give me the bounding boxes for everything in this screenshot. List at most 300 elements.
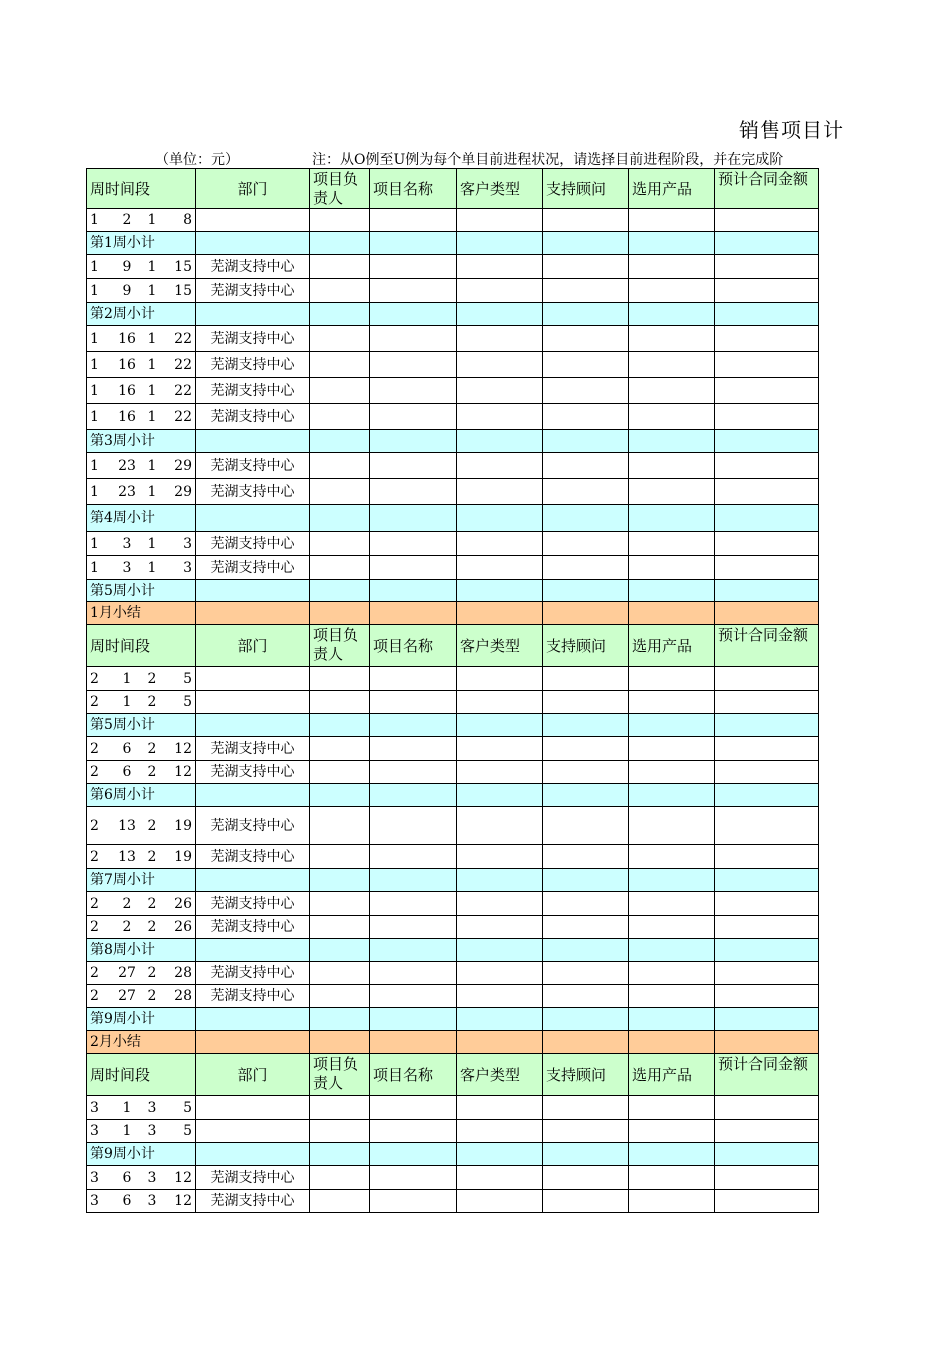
cell-project-name[interactable] xyxy=(370,807,457,845)
cell-department[interactable]: 芜湖支持中心 xyxy=(196,532,310,556)
cell-owner[interactable] xyxy=(310,1120,370,1143)
subtotal-cell[interactable] xyxy=(196,602,310,625)
cell-department[interactable]: 芜湖支持中心 xyxy=(196,255,310,279)
cell-consultant[interactable] xyxy=(543,1166,629,1190)
subtotal-cell[interactable] xyxy=(310,602,370,625)
cell-period[interactable] xyxy=(87,737,196,761)
cell-consultant[interactable] xyxy=(543,916,629,939)
cell-project-name[interactable] xyxy=(370,326,457,352)
cell-project-name[interactable] xyxy=(370,556,457,580)
cell-customer-type[interactable] xyxy=(457,916,543,939)
subtotal-cell[interactable] xyxy=(543,1031,629,1054)
cell-department[interactable]: 芜湖支持中心 xyxy=(196,761,310,784)
subtotal-cell[interactable] xyxy=(715,602,819,625)
cell-contract-amount[interactable] xyxy=(715,1166,819,1190)
subtotal-cell[interactable] xyxy=(370,714,457,737)
subtotal-cell[interactable] xyxy=(543,939,629,962)
cell-contract-amount[interactable] xyxy=(715,1190,819,1213)
cell-product[interactable] xyxy=(629,892,715,916)
cell-owner[interactable] xyxy=(310,1096,370,1120)
cell-contract-amount[interactable] xyxy=(715,737,819,761)
subtotal-cell[interactable] xyxy=(715,580,819,602)
cell-period[interactable] xyxy=(87,1190,196,1213)
subtotal-cell[interactable] xyxy=(196,232,310,255)
subtotal-cell[interactable] xyxy=(543,505,629,532)
cell-department[interactable]: 芜湖支持中心 xyxy=(196,916,310,939)
cell-contract-amount[interactable] xyxy=(715,892,819,916)
cell-period[interactable] xyxy=(87,279,196,303)
subtotal-cell[interactable] xyxy=(715,1008,819,1031)
subtotal-cell[interactable] xyxy=(370,1031,457,1054)
subtotal-cell[interactable] xyxy=(310,1031,370,1054)
weekly-subtotal-row xyxy=(87,430,819,453)
subtotal-cell[interactable] xyxy=(629,784,715,807)
cell-department[interactable] xyxy=(196,209,310,232)
cell-department[interactable]: 芜湖支持中心 xyxy=(196,985,310,1008)
subtotal-cell[interactable] xyxy=(629,232,715,255)
cell-contract-amount[interactable] xyxy=(715,985,819,1008)
cell-department[interactable]: 芜湖支持中心 xyxy=(196,479,310,505)
cell-product[interactable] xyxy=(629,279,715,303)
cell-owner[interactable] xyxy=(310,479,370,505)
cell-contract-amount[interactable] xyxy=(715,845,819,869)
subtotal-cell[interactable] xyxy=(629,1008,715,1031)
cell-department[interactable]: 芜湖支持中心 xyxy=(196,962,310,985)
table-row xyxy=(87,916,819,939)
cell-customer-type[interactable] xyxy=(457,352,543,378)
cell-owner[interactable] xyxy=(310,378,370,404)
cell-period[interactable] xyxy=(87,892,196,916)
cell-contract-amount[interactable] xyxy=(715,667,819,691)
cell-customer-type[interactable] xyxy=(457,691,543,714)
cell-consultant[interactable] xyxy=(543,667,629,691)
cell-contract-amount[interactable] xyxy=(715,556,819,580)
subtotal-cell[interactable] xyxy=(310,939,370,962)
cell-period[interactable] xyxy=(87,916,196,939)
cell-period[interactable] xyxy=(87,761,196,784)
cell-customer-type[interactable] xyxy=(457,667,543,691)
subtotal-cell[interactable] xyxy=(543,869,629,892)
subtotal-cell[interactable] xyxy=(543,1008,629,1031)
subtotal-cell[interactable] xyxy=(457,1143,543,1166)
cell-customer-type[interactable] xyxy=(457,326,543,352)
subtotal-cell[interactable] xyxy=(715,232,819,255)
cell-customer-type[interactable] xyxy=(457,1120,543,1143)
cell-consultant[interactable] xyxy=(543,255,629,279)
cell-project-name[interactable] xyxy=(370,1120,457,1143)
subtotal-cell[interactable] xyxy=(629,505,715,532)
cell-owner[interactable] xyxy=(310,279,370,303)
subtotal-cell[interactable] xyxy=(715,303,819,326)
cell-consultant[interactable] xyxy=(543,985,629,1008)
cell-owner[interactable] xyxy=(310,761,370,784)
cell-customer-type[interactable] xyxy=(457,404,543,430)
cell-department[interactable]: 芜湖支持中心 xyxy=(196,404,310,430)
cell-customer-type[interactable] xyxy=(457,453,543,479)
subtotal-cell[interactable] xyxy=(196,939,310,962)
cell-consultant[interactable] xyxy=(543,352,629,378)
cell-project-name[interactable] xyxy=(370,892,457,916)
cell-department[interactable] xyxy=(196,667,310,691)
subtotal-cell[interactable] xyxy=(715,714,819,737)
cell-period[interactable] xyxy=(87,962,196,985)
cell-owner[interactable] xyxy=(310,962,370,985)
subtotal-cell[interactable] xyxy=(196,1143,310,1166)
cell-contract-amount[interactable] xyxy=(715,326,819,352)
cell-consultant[interactable] xyxy=(543,845,629,869)
cell-project-name[interactable] xyxy=(370,404,457,430)
subtotal-cell[interactable] xyxy=(629,602,715,625)
cell-department[interactable]: 芜湖支持中心 xyxy=(196,737,310,761)
cell-product[interactable] xyxy=(629,1096,715,1120)
period-part: 2 xyxy=(147,988,157,1004)
cell-contract-amount[interactable] xyxy=(715,255,819,279)
cell-period[interactable] xyxy=(87,845,196,869)
subtotal-cell[interactable] xyxy=(310,714,370,737)
cell-period[interactable] xyxy=(87,1166,196,1190)
subtotal-cell[interactable] xyxy=(370,580,457,602)
subtotal-cell[interactable] xyxy=(543,602,629,625)
subtotal-cell[interactable] xyxy=(629,939,715,962)
cell-customer-type[interactable] xyxy=(457,1166,543,1190)
cell-project-name[interactable] xyxy=(370,532,457,556)
cell-contract-amount[interactable] xyxy=(715,453,819,479)
subtotal-cell[interactable] xyxy=(457,580,543,602)
cell-period[interactable] xyxy=(87,352,196,378)
cell-contract-amount[interactable] xyxy=(715,1120,819,1143)
subtotal-cell[interactable] xyxy=(629,714,715,737)
cell-product[interactable] xyxy=(629,761,715,784)
cell-department[interactable]: 芜湖支持中心 xyxy=(196,1190,310,1213)
cell-contract-amount[interactable] xyxy=(715,404,819,430)
cell-owner[interactable] xyxy=(310,352,370,378)
cell-product[interactable] xyxy=(629,916,715,939)
cell-customer-type[interactable] xyxy=(457,532,543,556)
period-part: 1 xyxy=(90,382,99,399)
subtotal-cell[interactable] xyxy=(543,1143,629,1166)
cell-period[interactable] xyxy=(87,453,196,479)
subtotal-cell[interactable] xyxy=(457,430,543,453)
cell-consultant[interactable] xyxy=(543,279,629,303)
cell-product[interactable] xyxy=(629,556,715,580)
cell-owner[interactable] xyxy=(310,916,370,939)
cell-owner[interactable] xyxy=(310,691,370,714)
cell-product[interactable] xyxy=(629,378,715,404)
cell-customer-type[interactable] xyxy=(457,255,543,279)
subtotal-cell[interactable] xyxy=(715,784,819,807)
cell-owner[interactable] xyxy=(310,737,370,761)
cell-period[interactable] xyxy=(87,985,196,1008)
cell-period[interactable] xyxy=(87,1120,196,1143)
cell-owner[interactable] xyxy=(310,209,370,232)
cell-consultant[interactable] xyxy=(543,479,629,505)
subtotal-cell[interactable] xyxy=(310,1143,370,1166)
cell-customer-type[interactable] xyxy=(457,761,543,784)
subtotal-cell[interactable] xyxy=(370,505,457,532)
cell-product[interactable] xyxy=(629,209,715,232)
cell-product[interactable] xyxy=(629,479,715,505)
subtotal-cell[interactable] xyxy=(370,1143,457,1166)
cell-department[interactable]: 芜湖支持中心 xyxy=(196,352,310,378)
cell-period[interactable] xyxy=(87,479,196,505)
cell-project-name[interactable] xyxy=(370,479,457,505)
subtotal-cell[interactable] xyxy=(715,1031,819,1054)
subtotal-cell[interactable] xyxy=(196,505,310,532)
cell-product[interactable] xyxy=(629,667,715,691)
cell-owner[interactable] xyxy=(310,845,370,869)
subtotal-cell[interactable] xyxy=(457,939,543,962)
cell-owner[interactable] xyxy=(310,556,370,580)
subtotal-cell[interactable] xyxy=(629,580,715,602)
cell-contract-amount[interactable] xyxy=(715,807,819,845)
subtotal-cell[interactable] xyxy=(629,430,715,453)
cell-project-name[interactable] xyxy=(370,962,457,985)
cell-project-name[interactable] xyxy=(370,209,457,232)
cell-department[interactable]: 芜湖支持中心 xyxy=(196,326,310,352)
cell-customer-type[interactable] xyxy=(457,556,543,580)
cell-consultant[interactable] xyxy=(543,453,629,479)
cell-owner[interactable] xyxy=(310,453,370,479)
cell-period[interactable] xyxy=(87,532,196,556)
subtotal-cell[interactable] xyxy=(196,1008,310,1031)
cell-project-name[interactable] xyxy=(370,916,457,939)
cell-product[interactable] xyxy=(629,962,715,985)
cell-contract-amount[interactable] xyxy=(715,209,819,232)
subtotal-cell[interactable] xyxy=(457,869,543,892)
cell-period[interactable] xyxy=(87,404,196,430)
subtotal-cell[interactable] xyxy=(457,714,543,737)
cell-owner[interactable] xyxy=(310,532,370,556)
cell-project-name[interactable] xyxy=(370,1166,457,1190)
cell-department[interactable] xyxy=(196,1120,310,1143)
cell-department[interactable]: 芜湖支持中心 xyxy=(196,845,310,869)
cell-product[interactable] xyxy=(629,807,715,845)
cell-product[interactable] xyxy=(629,737,715,761)
table-header-row xyxy=(87,1054,819,1096)
subtotal-cell[interactable] xyxy=(196,1031,310,1054)
subtotal-cell[interactable] xyxy=(310,784,370,807)
subtotal-cell[interactable] xyxy=(629,303,715,326)
subtotal-cell[interactable] xyxy=(543,714,629,737)
cell-contract-amount[interactable] xyxy=(715,1096,819,1120)
subtotal-cell[interactable] xyxy=(196,303,310,326)
cell-project-name[interactable] xyxy=(370,845,457,869)
cell-product[interactable] xyxy=(629,1190,715,1213)
cell-consultant[interactable] xyxy=(543,807,629,845)
subtotal-cell[interactable] xyxy=(370,1008,457,1031)
cell-consultant[interactable] xyxy=(543,326,629,352)
cell-department[interactable]: 芜湖支持中心 xyxy=(196,807,310,845)
subtotal-cell[interactable] xyxy=(370,232,457,255)
cell-consultant[interactable] xyxy=(543,1120,629,1143)
cell-contract-amount[interactable] xyxy=(715,691,819,714)
cell-consultant[interactable] xyxy=(543,737,629,761)
subtotal-cell[interactable] xyxy=(457,1008,543,1031)
subtotal-cell[interactable] xyxy=(543,232,629,255)
cell-customer-type[interactable] xyxy=(457,962,543,985)
subtotal-cell[interactable] xyxy=(543,430,629,453)
cell-project-name[interactable] xyxy=(370,691,457,714)
cell-product[interactable] xyxy=(629,326,715,352)
cell-customer-type[interactable] xyxy=(457,1190,543,1213)
cell-owner[interactable] xyxy=(310,985,370,1008)
cell-owner[interactable] xyxy=(310,326,370,352)
cell-department[interactable] xyxy=(196,691,310,714)
cell-owner[interactable] xyxy=(310,255,370,279)
cell-department[interactable]: 芜湖支持中心 xyxy=(196,279,310,303)
cell-consultant[interactable] xyxy=(543,962,629,985)
cell-consultant[interactable] xyxy=(543,1096,629,1120)
subtotal-cell[interactable] xyxy=(629,869,715,892)
subtotal-cell[interactable] xyxy=(715,430,819,453)
cell-contract-amount[interactable] xyxy=(715,916,819,939)
subtotal-cell[interactable] xyxy=(310,303,370,326)
cell-consultant[interactable] xyxy=(543,404,629,430)
subtotal-cell[interactable] xyxy=(196,714,310,737)
subtotal-cell[interactable] xyxy=(543,580,629,602)
cell-customer-type[interactable] xyxy=(457,985,543,1008)
cell-contract-amount[interactable] xyxy=(715,279,819,303)
cell-product[interactable] xyxy=(629,404,715,430)
subtotal-cell[interactable] xyxy=(310,1008,370,1031)
subtotal-cell[interactable] xyxy=(310,505,370,532)
cell-consultant[interactable] xyxy=(543,532,629,556)
subtotal-cell[interactable] xyxy=(543,784,629,807)
period-part: 3 xyxy=(90,1123,99,1139)
cell-consultant[interactable] xyxy=(543,556,629,580)
cell-project-name[interactable] xyxy=(370,761,457,784)
cell-period[interactable] xyxy=(87,1096,196,1120)
cell-customer-type[interactable] xyxy=(457,209,543,232)
subtotal-cell[interactable] xyxy=(457,784,543,807)
cell-period[interactable] xyxy=(87,209,196,232)
subtotal-cell[interactable] xyxy=(310,430,370,453)
cell-owner[interactable] xyxy=(310,892,370,916)
cell-customer-type[interactable] xyxy=(457,845,543,869)
cell-product[interactable] xyxy=(629,845,715,869)
cell-project-name[interactable] xyxy=(370,453,457,479)
cell-product[interactable] xyxy=(629,1166,715,1190)
cell-consultant[interactable] xyxy=(543,761,629,784)
cell-owner[interactable] xyxy=(310,667,370,691)
cell-project-name[interactable] xyxy=(370,1096,457,1120)
cell-product[interactable] xyxy=(629,691,715,714)
subtotal-cell[interactable] xyxy=(629,1031,715,1054)
cell-customer-type[interactable] xyxy=(457,479,543,505)
cell-project-name[interactable] xyxy=(370,985,457,1008)
cell-product[interactable] xyxy=(629,985,715,1008)
subtotal-cell[interactable] xyxy=(457,303,543,326)
subtotal-cell[interactable] xyxy=(370,602,457,625)
subtotal-cell[interactable] xyxy=(370,869,457,892)
subtotal-cell[interactable] xyxy=(196,430,310,453)
subtotal-cell[interactable] xyxy=(543,303,629,326)
subtotal-cell[interactable] xyxy=(196,784,310,807)
cell-department[interactable]: 芜湖支持中心 xyxy=(196,378,310,404)
subtotal-cell[interactable] xyxy=(629,1143,715,1166)
cell-department[interactable]: 芜湖支持中心 xyxy=(196,556,310,580)
period-part: 2 xyxy=(90,919,99,935)
cell-department[interactable] xyxy=(196,1096,310,1120)
cell-period[interactable] xyxy=(87,326,196,352)
cell-project-name[interactable] xyxy=(370,737,457,761)
cell-customer-type[interactable] xyxy=(457,378,543,404)
cell-period[interactable] xyxy=(87,556,196,580)
cell-consultant[interactable] xyxy=(543,691,629,714)
cell-customer-type[interactable] xyxy=(457,279,543,303)
cell-contract-amount[interactable] xyxy=(715,962,819,985)
cell-period[interactable] xyxy=(87,378,196,404)
subtotal-cell[interactable] xyxy=(370,784,457,807)
subtotal-cell[interactable] xyxy=(370,939,457,962)
cell-customer-type[interactable] xyxy=(457,737,543,761)
cell-department[interactable]: 芜湖支持中心 xyxy=(196,892,310,916)
cell-department[interactable]: 芜湖支持中心 xyxy=(196,1166,310,1190)
subtotal-cell[interactable] xyxy=(196,580,310,602)
subtotal-cell[interactable] xyxy=(370,303,457,326)
cell-project-name[interactable] xyxy=(370,378,457,404)
cell-product[interactable] xyxy=(629,532,715,556)
cell-period[interactable] xyxy=(87,255,196,279)
cell-consultant[interactable] xyxy=(543,378,629,404)
cell-period[interactable] xyxy=(87,807,196,845)
cell-customer-type[interactable] xyxy=(457,1096,543,1120)
subtotal-cell[interactable] xyxy=(715,505,819,532)
cell-contract-amount[interactable] xyxy=(715,479,819,505)
cell-product[interactable] xyxy=(629,1120,715,1143)
cell-project-name[interactable] xyxy=(370,352,457,378)
cell-period[interactable] xyxy=(87,667,196,691)
cell-project-name[interactable] xyxy=(370,667,457,691)
cell-department[interactable]: 芜湖支持中心 xyxy=(196,453,310,479)
subtotal-cell[interactable] xyxy=(310,580,370,602)
subtotal-cell[interactable] xyxy=(457,505,543,532)
cell-customer-type[interactable] xyxy=(457,892,543,916)
subtotal-cell[interactable] xyxy=(370,430,457,453)
cell-contract-amount[interactable] xyxy=(715,761,819,784)
cell-product[interactable] xyxy=(629,255,715,279)
cell-customer-type[interactable] xyxy=(457,807,543,845)
subtotal-cell[interactable] xyxy=(715,1143,819,1166)
subtotal-cell[interactable] xyxy=(310,232,370,255)
weekly-subtotal-row xyxy=(87,505,819,532)
cell-contract-amount[interactable] xyxy=(715,532,819,556)
subtotal-cell[interactable] xyxy=(457,1031,543,1054)
cell-contract-amount[interactable] xyxy=(715,352,819,378)
subtotal-cell[interactable] xyxy=(310,869,370,892)
cell-owner[interactable] xyxy=(310,1190,370,1213)
cell-owner[interactable] xyxy=(310,807,370,845)
cell-consultant[interactable] xyxy=(543,1190,629,1213)
cell-contract-amount[interactable] xyxy=(715,378,819,404)
cell-consultant[interactable] xyxy=(543,209,629,232)
cell-project-name[interactable] xyxy=(370,279,457,303)
subtotal-cell[interactable] xyxy=(196,869,310,892)
cell-project-name[interactable] xyxy=(370,1190,457,1213)
cell-owner[interactable] xyxy=(310,404,370,430)
cell-project-name[interactable] xyxy=(370,255,457,279)
subtotal-cell[interactable] xyxy=(715,869,819,892)
subtotal-cell[interactable] xyxy=(715,939,819,962)
cell-consultant[interactable] xyxy=(543,892,629,916)
subtotal-cell[interactable] xyxy=(457,602,543,625)
cell-owner[interactable] xyxy=(310,1166,370,1190)
cell-product[interactable] xyxy=(629,453,715,479)
cell-product[interactable] xyxy=(629,352,715,378)
subtotal-cell[interactable] xyxy=(457,232,543,255)
header-department: 部门 xyxy=(196,1054,310,1096)
cell-period[interactable] xyxy=(87,691,196,714)
